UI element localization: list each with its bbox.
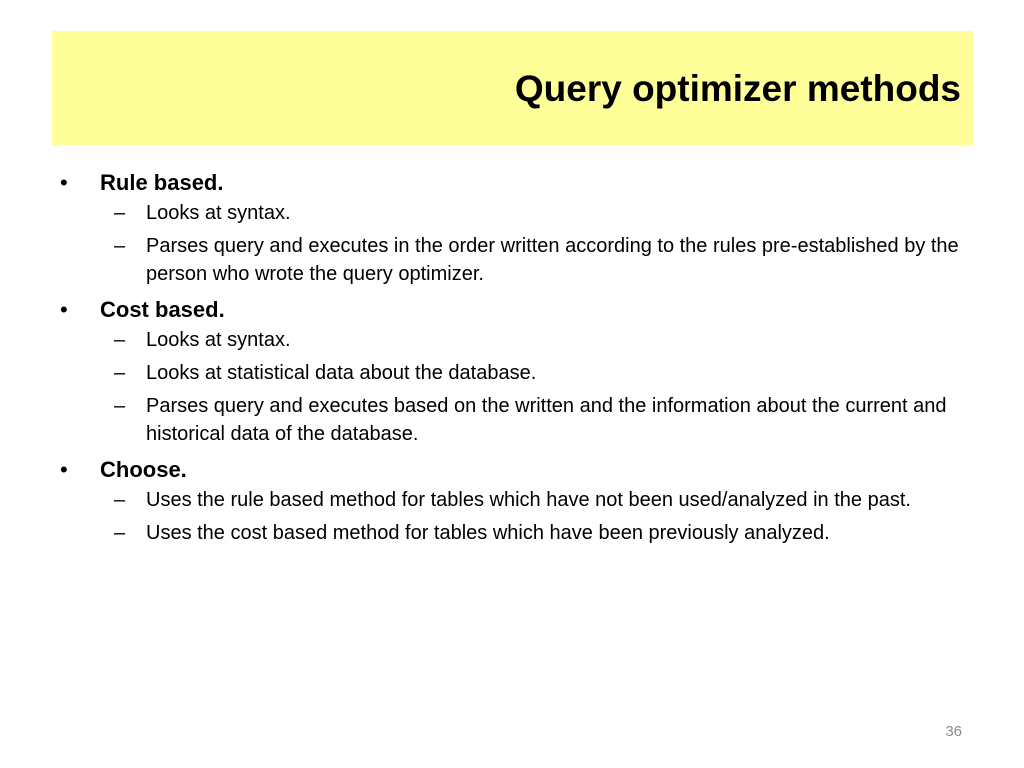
bullet-choose xyxy=(60,453,960,547)
bullet-label: Cost based. xyxy=(100,297,225,322)
sub-item xyxy=(60,326,960,354)
title-banner xyxy=(52,31,973,145)
dash-icon: – xyxy=(114,395,126,417)
sub-item xyxy=(60,232,960,288)
slide-content xyxy=(60,166,960,552)
bullet-heading xyxy=(60,293,960,326)
sub-item xyxy=(60,199,960,227)
bullet-rule-based xyxy=(60,166,960,288)
sub-item-text: Looks at syntax. xyxy=(146,329,291,351)
sub-item xyxy=(60,519,960,547)
sub-list xyxy=(60,199,960,288)
dash-icon: – xyxy=(114,202,126,224)
bullet-cost-based xyxy=(60,293,960,448)
sub-item-text: Parses query and executes in the order written according to the rules pre-established by the person who wrote the query optimizer. xyxy=(146,235,959,285)
bullet-dot-icon: • xyxy=(60,457,68,482)
bullet-heading xyxy=(60,453,960,486)
sub-item-text: Looks at statistical data about the database. xyxy=(146,362,537,384)
bullet-dot-icon: • xyxy=(60,170,68,195)
sub-list xyxy=(60,326,960,448)
bullet-label: Choose. xyxy=(100,457,187,482)
page-number: 36 xyxy=(945,723,962,740)
sub-list xyxy=(60,486,960,547)
sub-item xyxy=(60,359,960,387)
dash-icon: – xyxy=(114,329,126,351)
slide-title: Query optimizer methods xyxy=(514,68,961,109)
bullet-label: Rule based. xyxy=(100,170,224,195)
dash-icon: – xyxy=(114,489,126,511)
dash-icon: – xyxy=(114,235,126,257)
sub-item xyxy=(60,486,960,514)
sub-item-text: Uses the cost based method for tables which have been previously analyzed. xyxy=(146,522,830,544)
sub-item-text: Looks at syntax. xyxy=(146,202,291,224)
sub-item xyxy=(60,392,960,448)
sub-item-text: Parses query and executes based on the written and the information about the current and historical data of the database. xyxy=(146,395,947,445)
bullet-dot-icon: • xyxy=(60,297,68,322)
dash-icon: – xyxy=(114,522,126,544)
dash-icon: – xyxy=(114,362,126,384)
sub-item-text: Uses the rule based method for tables which have not been used/analyzed in the past. xyxy=(146,489,911,511)
bullet-heading xyxy=(60,166,960,199)
